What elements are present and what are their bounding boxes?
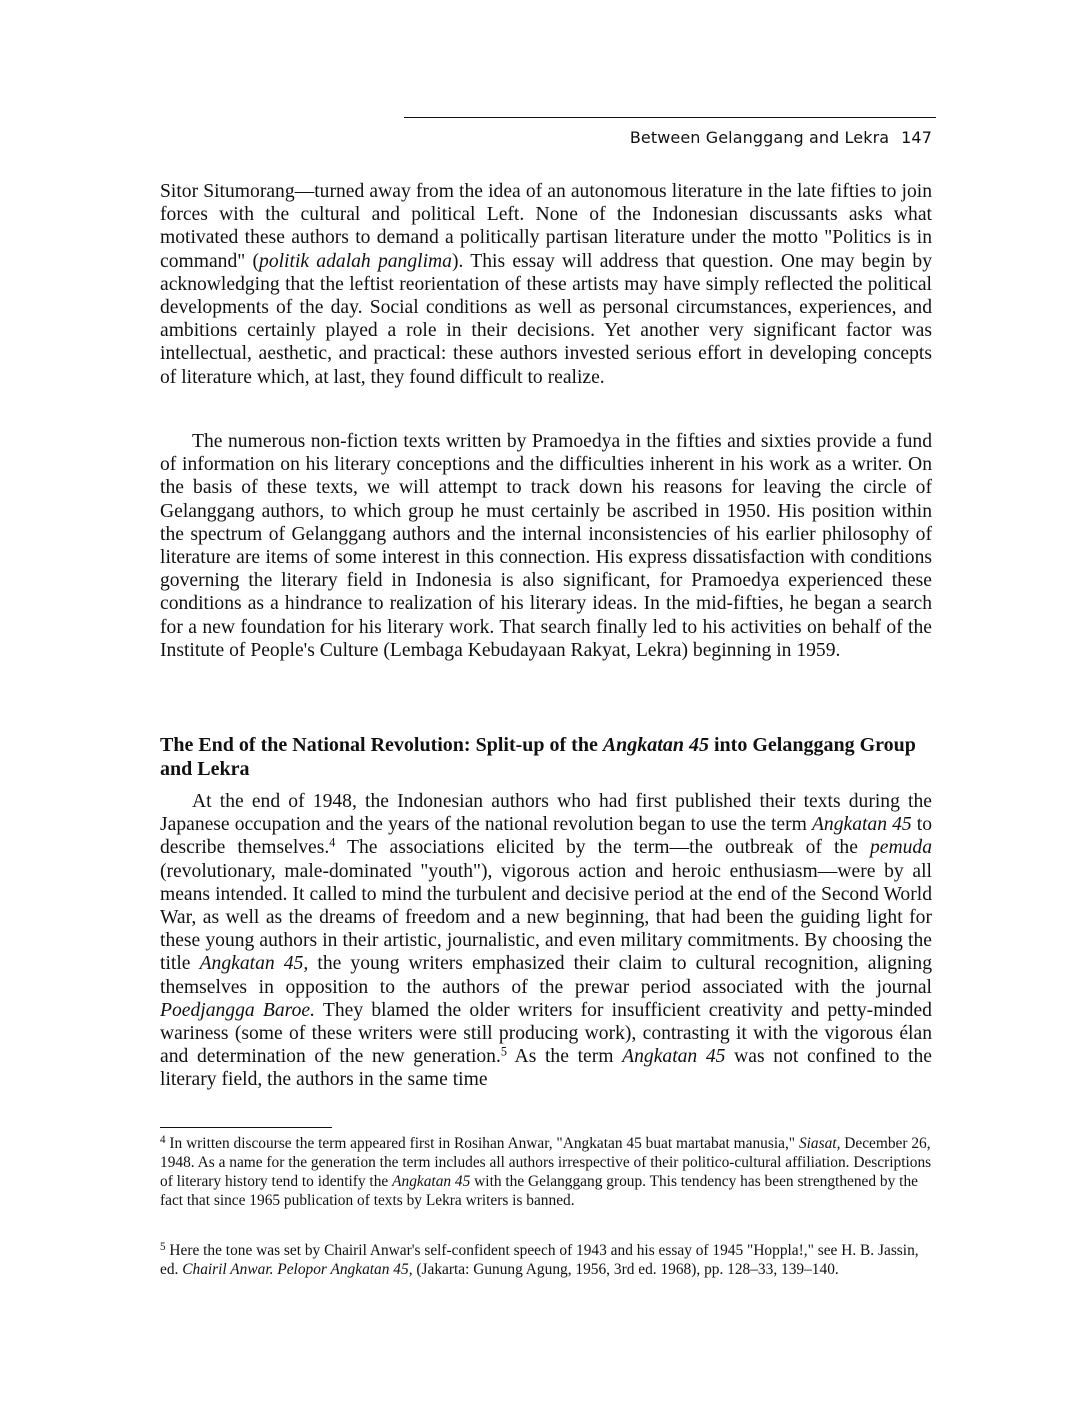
footnote-4-mark: 4 bbox=[160, 1134, 166, 1147]
running-title: Between Gelanggang and Lekra bbox=[629, 128, 890, 147]
paragraph-3-text-h: was not confined to the literary field, the authors in the same time bbox=[160, 1046, 932, 1091]
paragraph-3-italic-b: pemuda bbox=[869, 837, 933, 859]
section-heading-text-a: The End of the National Revolution: Split-up of the bbox=[160, 734, 603, 756]
section-heading bbox=[160, 734, 932, 781]
paragraph-1-text-b: ). This essay will address that question. One may begin by acknowledging that the leftist reorientation of these artists may have simply reflected the political developments of the day. Social conditions as well as personal circumstances, experiences, and ambitions certainly played a role in their decisions. Yet another very significant factor was intellectual, aesthetic, and practical: these authors invested serious effort in developing concepts of literature which, at last, they found difficult to realize. bbox=[160, 250, 932, 388]
section-heading-italic-a: Angkatan 45 bbox=[602, 734, 709, 756]
footnote-5-italic-a: Chairil Anwar. Pelopor Angkatan 45, bbox=[182, 1261, 413, 1278]
section-heading-text-b: into Gelanggang Group and Lekra bbox=[160, 734, 916, 780]
running-head bbox=[404, 128, 932, 147]
paragraph-3-text-e: the young writers emphasized their claim to cultural recognition, aligning themselves in opposition to the authors of the prewar period associated with the journal bbox=[160, 953, 932, 998]
footnote-4-italic-b: Angkatan 45 bbox=[392, 1173, 471, 1190]
paragraph-1 bbox=[160, 180, 932, 389]
footnote-ref-4[interactable]: 4 bbox=[329, 835, 336, 850]
paragraph-3-text-f: They blamed the older writers for insufficient creativity and petty-minded wariness (some of these writers were still producing work), contrasting it with the vigorous élan and determination of the new generation. bbox=[160, 999, 932, 1068]
footnote-4 bbox=[160, 1134, 932, 1210]
paragraph-3-text-b: to describe themselves. bbox=[160, 814, 932, 859]
paragraph-2-text: The numerous non-fiction texts written by Pramoedya in the fifties and sixties provide a fund of information on his literary conceptions and the difficulties inherent in his work as a writer. On the basis of these texts, we will attempt to track down his reasons for leaving the circle of Gelanggang authors, to which group he must certainly be ascribed in 1950. His position within the spectrum of Gelanggang authors and the internal inconsistencies of his earlier philosophy of literature are items of some interest in this connection. His express dissatisfaction with conditions governing the literary field in Indonesia is also significant, for Pramoedya experienced these conditions as a hindrance to realization of his literary ideas. In the mid-fifties, he began a search for a new foundation for his literary work. That search finally led to his activities on behalf of the Institute of People's Culture (Lembaga Kebudayaan Rakyat, Lekra) beginning in 1959. bbox=[160, 431, 932, 661]
paragraph-3-text-g: As the term bbox=[506, 1046, 623, 1068]
paragraph-1-italic-a: politik adalah panglima bbox=[259, 250, 452, 272]
paragraph-2 bbox=[160, 430, 932, 662]
footnote-5-text-a: Here the tone was set by Chairil Anwar's self-confident speech of 1943 and his essay of 1945 "Hoppla!," see H. B. Jassin, ed. bbox=[160, 1242, 919, 1278]
paragraph-3-italic-a: Angkatan 45 bbox=[811, 814, 912, 836]
paragraph-3-italic-c: Angkatan 45, bbox=[199, 953, 309, 975]
paragraph-3-italic-d: Poedjangga Baroe. bbox=[160, 999, 315, 1021]
header-rule bbox=[404, 117, 936, 118]
paragraph-3-italic-e: Angkatan 45 bbox=[622, 1046, 726, 1068]
paragraph-3-text-d: (revolutionary, male-dominated "youth"), vigorous action and heroic enthusiasm—were by all means intended. It called to mind the turbulent and decisive period at the end of the Second World War, as well as the dreams of freedom and a new beginning, that had been the guiding light for these young authors in their artistic, journalistic, and even military commitments. By choosing the title bbox=[160, 860, 932, 975]
paragraph-1-text-a: Sitor Situmorang—turned away from the idea of an autonomous literature in the late fifties to join forces with the cultural and political Left. None of the Indonesian discussants asks what motivated these authors to demand a politically partisan literature under the motto "Politics is in command" ( bbox=[160, 181, 932, 272]
paragraph-3 bbox=[160, 790, 932, 1092]
footnote-5-text-b: (Jakarta: Gunung Agung, 1956, 3rd ed. 1968), pp. 128–33, 139–140. bbox=[412, 1261, 839, 1278]
footnote-5-mark: 5 bbox=[160, 1241, 166, 1254]
footnote-ref-5[interactable]: 5 bbox=[500, 1044, 507, 1059]
footnote-5 bbox=[160, 1241, 932, 1279]
paragraph-3-text-a: At the end of 1948, the Indonesian authors who had first published their texts during the Japanese occupation and the years of the national revolution began to use the term bbox=[160, 791, 932, 836]
footnote-4-text-a: In written discourse the term appeared first in Rosihan Anwar, "Angkatan 45 buat martabat manusia," bbox=[165, 1135, 799, 1152]
footnote-rule bbox=[160, 1127, 332, 1128]
paragraph-3-text-c: The associations elicited by the term—the outbreak of the bbox=[335, 837, 870, 859]
footnote-4-text-c: with the Gelanggang group. This tendency has been strengthened by the fact that since 1965 publication of texts by Lekra writers is banned. bbox=[160, 1173, 918, 1209]
page-number: 147 bbox=[901, 128, 932, 147]
footnote-4-italic-a: Siasat, bbox=[798, 1135, 841, 1152]
footnote-4-text-b: December 26, 1948. As a name for the generation the term includes all authors irrespective of their politico-cultural affiliation. Descriptions of literary history tend to identify the bbox=[160, 1135, 932, 1190]
